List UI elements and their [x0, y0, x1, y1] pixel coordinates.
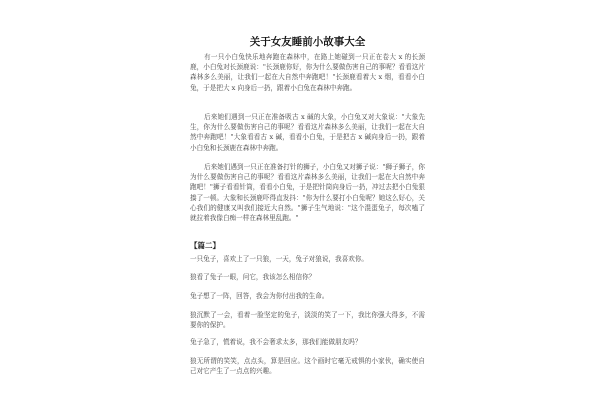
document-page — [190, 34, 425, 396]
paragraph-2: 后来她们遇到一只正在准备吸古 x 碱的大象，小白兔又对大象说："大象先生，你为什么要做伤害自己的事呢？看看这片森林多么美丽，让我们一起在大自然中奔跑吧！"大象看看古 x 碱，看看小白兔，于是把古 x 碱向身后一扔，跟着小白兔和长颈鹿在森林中奔跑。 — [190, 113, 425, 152]
paragraph-1: 有一只小白兔快乐地奔跑在森林中，在路上她碰到一只正在卷大 x 的长颈鹿，小白兔对长颈鹿说："长颈鹿你好，你为什么要做伤害自己的事呢？看看这片森林多么美丽，让我们一起在大自然中奔跑吧！"长颈鹿看着大 x 烟，看看小白兔，于是把大 x 向身后一扔，跟着小白兔在森林中奔跑。 — [190, 53, 425, 92]
section2-paragraph-1: 一只兔子，喜欢上了一只狼，一天，兔子对狼说，我喜欢你。 — [190, 255, 369, 263]
section2-paragraph-3: 兔子想了一阵，回答，我会为你付出我的生命。 — [190, 292, 329, 300]
section2-paragraph-6: 狼无所谓的笑笑，点点头，算是回应。这个画时它毫无戒惧的小家伙，确实使自己对它产生了一点点的兴趣。 — [190, 357, 425, 376]
section2-paragraph-5: 兔子急了，慌着说，我不会奢求太多，那我们能做朋友吗？ — [190, 338, 362, 346]
section2-paragraph-4: 狼沉默了一会，看着一脸坚定的兔子，淡淡的笑了一下，我比你强大得多，不需要你的保护。 — [190, 311, 425, 330]
document-title: 关于女友睡前小故事大全 — [249, 36, 366, 48]
section2-paragraph-2: 狼看了兔子一眼，问它，我该怎么相信你？ — [190, 273, 316, 281]
paragraph-3: 后来她们遇到一只正在准备打针的狮子，小白兔又对狮子说："狮子狮子，你为什么要做伤害自己的事呢？看看这片森林多么美丽，让我们一起在大自然中奔跑吧！"狮子看看针筒，看看小白兔，于是把针筒向身后一扔，冲过去把小白兔狠揍了一顿。大象和长颈鹿吓得直发抖："你为什么要打小白兔呢？她这么好心，关心我们的健康又叫我们接近大自然。"狮子生气地说："这个混蛋兔子，每次嗑了就拉着我像白痴一样在森林里乱跑。" — [190, 163, 425, 223]
section-heading: 【篇二】 — [190, 241, 220, 250]
